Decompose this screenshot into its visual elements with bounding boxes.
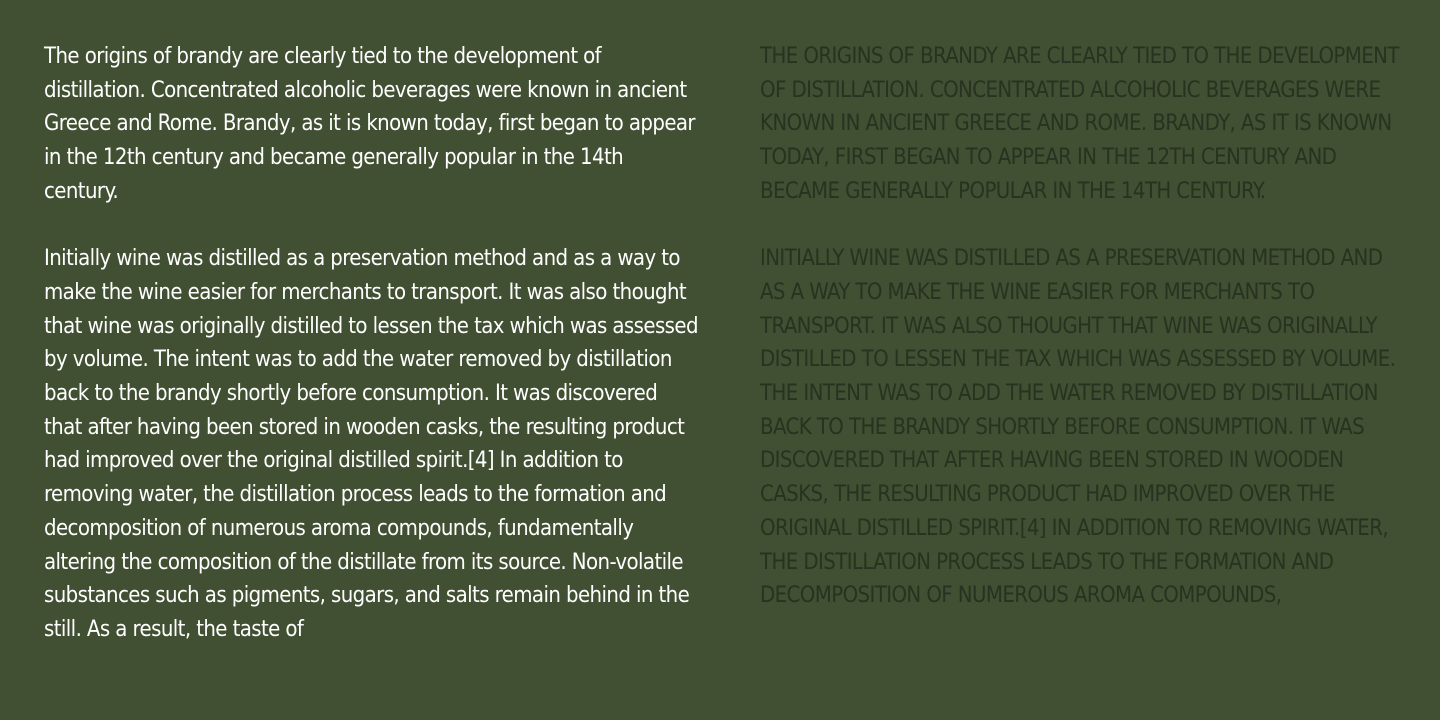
left-text-column [44,40,699,647]
left-paragraph-1: The origins of brandy are clearly tied to the development of distillation. Concentrated alcoholic beverages were known in ancient Greece and Rome. Brandy, as it is known today, first began to appear in the 12th century and became generally popular in the 14th century. [44,44,695,204]
right-paragraph-1: THE ORIGINS OF BRANDY ARE CLEARLY TIED TO THE DEVELOPMENT OF DISTILLATION. CONCENTRATED ALCOHOLIC BEVERAGES WERE KNOWN IN ANCIENT GREECE AND ROME. BRANDY, AS IT IS KNOWN TODAY, FIRST BEGAN TO APPEAR IN THE 12TH CENTURY AND BECAME GENERALLY POPULAR IN THE 14TH CENTURY. [760,44,1399,204]
right-text-column [760,40,1410,613]
left-paragraph-2: Initially wine was distilled as a preservation method and as a way to make the wine easier for merchants to transport. It was also thought that wine was originally distilled to lessen the tax which was assessed by volume. The intent was to add the water removed by distillation back to the brandy shortly before consumption. It was discovered that after having been stored in wooden casks, the resulting product had improved over the original distilled spirit.[4] In addition to removing water, the distillation process leads to the formation and decomposition of numerous aroma compounds, fundamentally altering the composition of the distillate from its source. Non-volatile substances such as pigments, sugars, and salts remain behind in the still. As a result, the taste of [44,246,698,642]
right-paragraph-2: INITIALLY WINE WAS DISTILLED AS A PRESERVATION METHOD AND AS A WAY TO MAKE THE WINE EASIER FOR MERCHANTS TO TRANSPORT. IT WAS ALSO THOUGHT THAT WINE WAS ORIGINALLY DISTILLED TO LESSEN THE TAX WHICH WAS ASSESSED BY VOLUME. THE INTENT WAS TO ADD THE WATER REMOVED BY DISTILLATION BACK TO THE BRANDY SHORTLY BEFORE CONSUMPTION. IT WAS DISCOVERED THAT AFTER HAVING BEEN STORED IN WOODEN CASKS, THE RESULTING PRODUCT HAD IMPROVED OVER THE ORIGINAL DISTILLED SPIRIT.[4] IN ADDITION TO REMOVING WATER, THE DISTILLATION PROCESS LEADS TO THE FORMATION AND DECOMPOSITION OF NUMEROUS AROMA COMPOUNDS, [760,246,1396,609]
